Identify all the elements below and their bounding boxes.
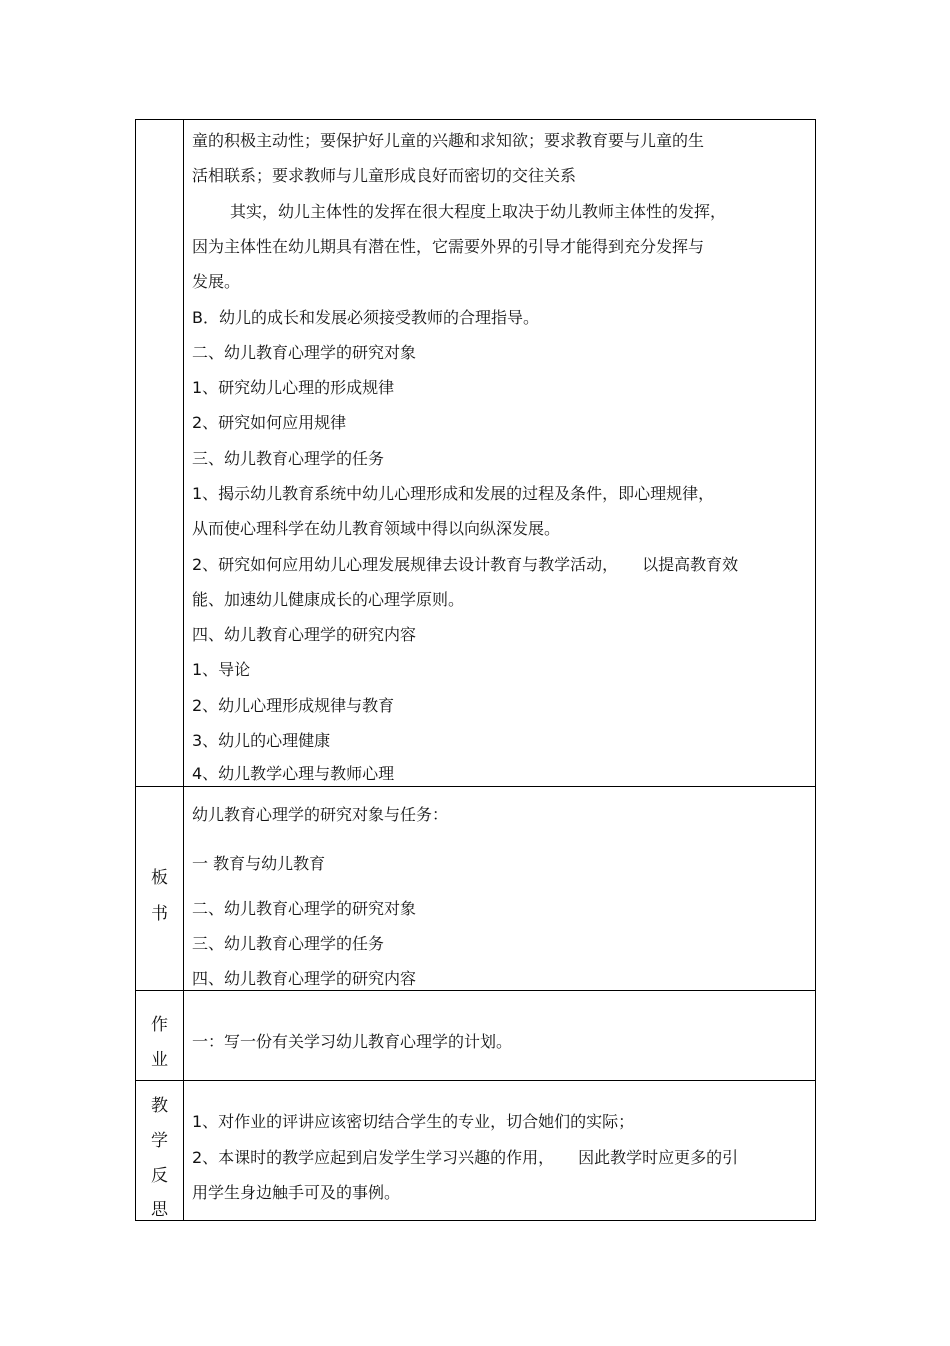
row-divider-board	[136, 786, 815, 787]
reflection-label-char: 教	[151, 1096, 168, 1116]
board-line: 一 教育与幼儿教育	[192, 854, 326, 873]
reflection-label-char: 学	[151, 1131, 168, 1151]
main-line: 从而使心理科学在幼儿教育领域中得以向纵深发展。	[192, 519, 561, 538]
board-label	[136, 786, 183, 990]
main-line: 因为主体性在幼儿期具有潜在性，它需要外界的引导才能得到充分发挥与	[192, 237, 705, 256]
board-line: 三、幼儿教育心理学的任务	[192, 934, 385, 953]
main-line: 1、揭示幼儿教育系统中幼儿心理形成和发展的过程及条件，即心理规律，	[192, 484, 715, 503]
row-divider-homework	[136, 990, 815, 991]
section-heading: 四、幼儿教育心理学的研究内容	[192, 625, 417, 644]
main-line: 活相联系；要求教师与儿童形成良好而密切的交往关系	[192, 166, 577, 185]
board-label-char: 板	[151, 868, 168, 888]
main-line: 3、幼儿的心理健康	[192, 731, 331, 750]
reflection-label	[136, 1080, 183, 1222]
main-line: 能、加速幼儿健康成长的心理学原则。	[192, 590, 465, 609]
board-title: 幼儿教育心理学的研究对象与任务：	[192, 805, 449, 824]
main-line: 2、研究如何应用幼儿心理发展规律去设计教育与教学活动， 以提高教育效	[192, 555, 739, 574]
main-line: 2、研究如何应用规律	[192, 413, 347, 432]
homework-line: 一：写一份有关学习幼儿教育心理学的计划。	[192, 1032, 513, 1051]
main-line: 童的积极主动性；要保护好儿童的兴趣和求知欲；要求教育要与儿童的生	[192, 131, 705, 150]
main-line: 其实，幼儿主体性的发挥在很大程度上取决于幼儿教师主体性的发挥，	[230, 202, 727, 221]
reflection-label-char: 反	[151, 1166, 168, 1186]
main-line: 发展。	[192, 272, 241, 291]
section-heading: 二、幼儿教育心理学的研究对象	[192, 343, 417, 362]
main-line: 1、导论	[192, 660, 251, 679]
section-heading: 三、幼儿教育心理学的任务	[192, 449, 385, 468]
homework-label-char: 作	[151, 1015, 168, 1035]
main-line: 2、幼儿心理形成规律与教育	[192, 696, 395, 715]
board-label-char: 书	[151, 904, 168, 924]
reflection-line: 1、对作业的评讲应该密切结合学生的专业，切合她们的实际；	[192, 1112, 635, 1131]
main-line: 1、研究幼儿心理的形成规律	[192, 378, 395, 397]
board-line: 四、幼儿教育心理学的研究内容	[192, 969, 417, 988]
lesson-plan-table	[135, 119, 816, 1221]
main-line: 4、幼儿教学心理与教师心理	[192, 764, 395, 783]
reflection-label-char: 思	[151, 1200, 168, 1220]
column-divider	[183, 120, 184, 1220]
row-divider-reflection	[136, 1080, 815, 1081]
reflection-line: 2、本课时的教学应起到启发学生学习兴趣的作用， 因此教学时应更多的引	[192, 1148, 739, 1167]
homework-label-char: 业	[151, 1050, 168, 1070]
reflection-line: 用学生身边触手可及的事例。	[192, 1183, 401, 1202]
homework-label	[136, 990, 183, 1080]
board-line: 二、幼儿教育心理学的研究对象	[192, 899, 417, 918]
main-line: B．幼儿的成长和发展必须接受教师的合理指导。	[192, 308, 539, 327]
